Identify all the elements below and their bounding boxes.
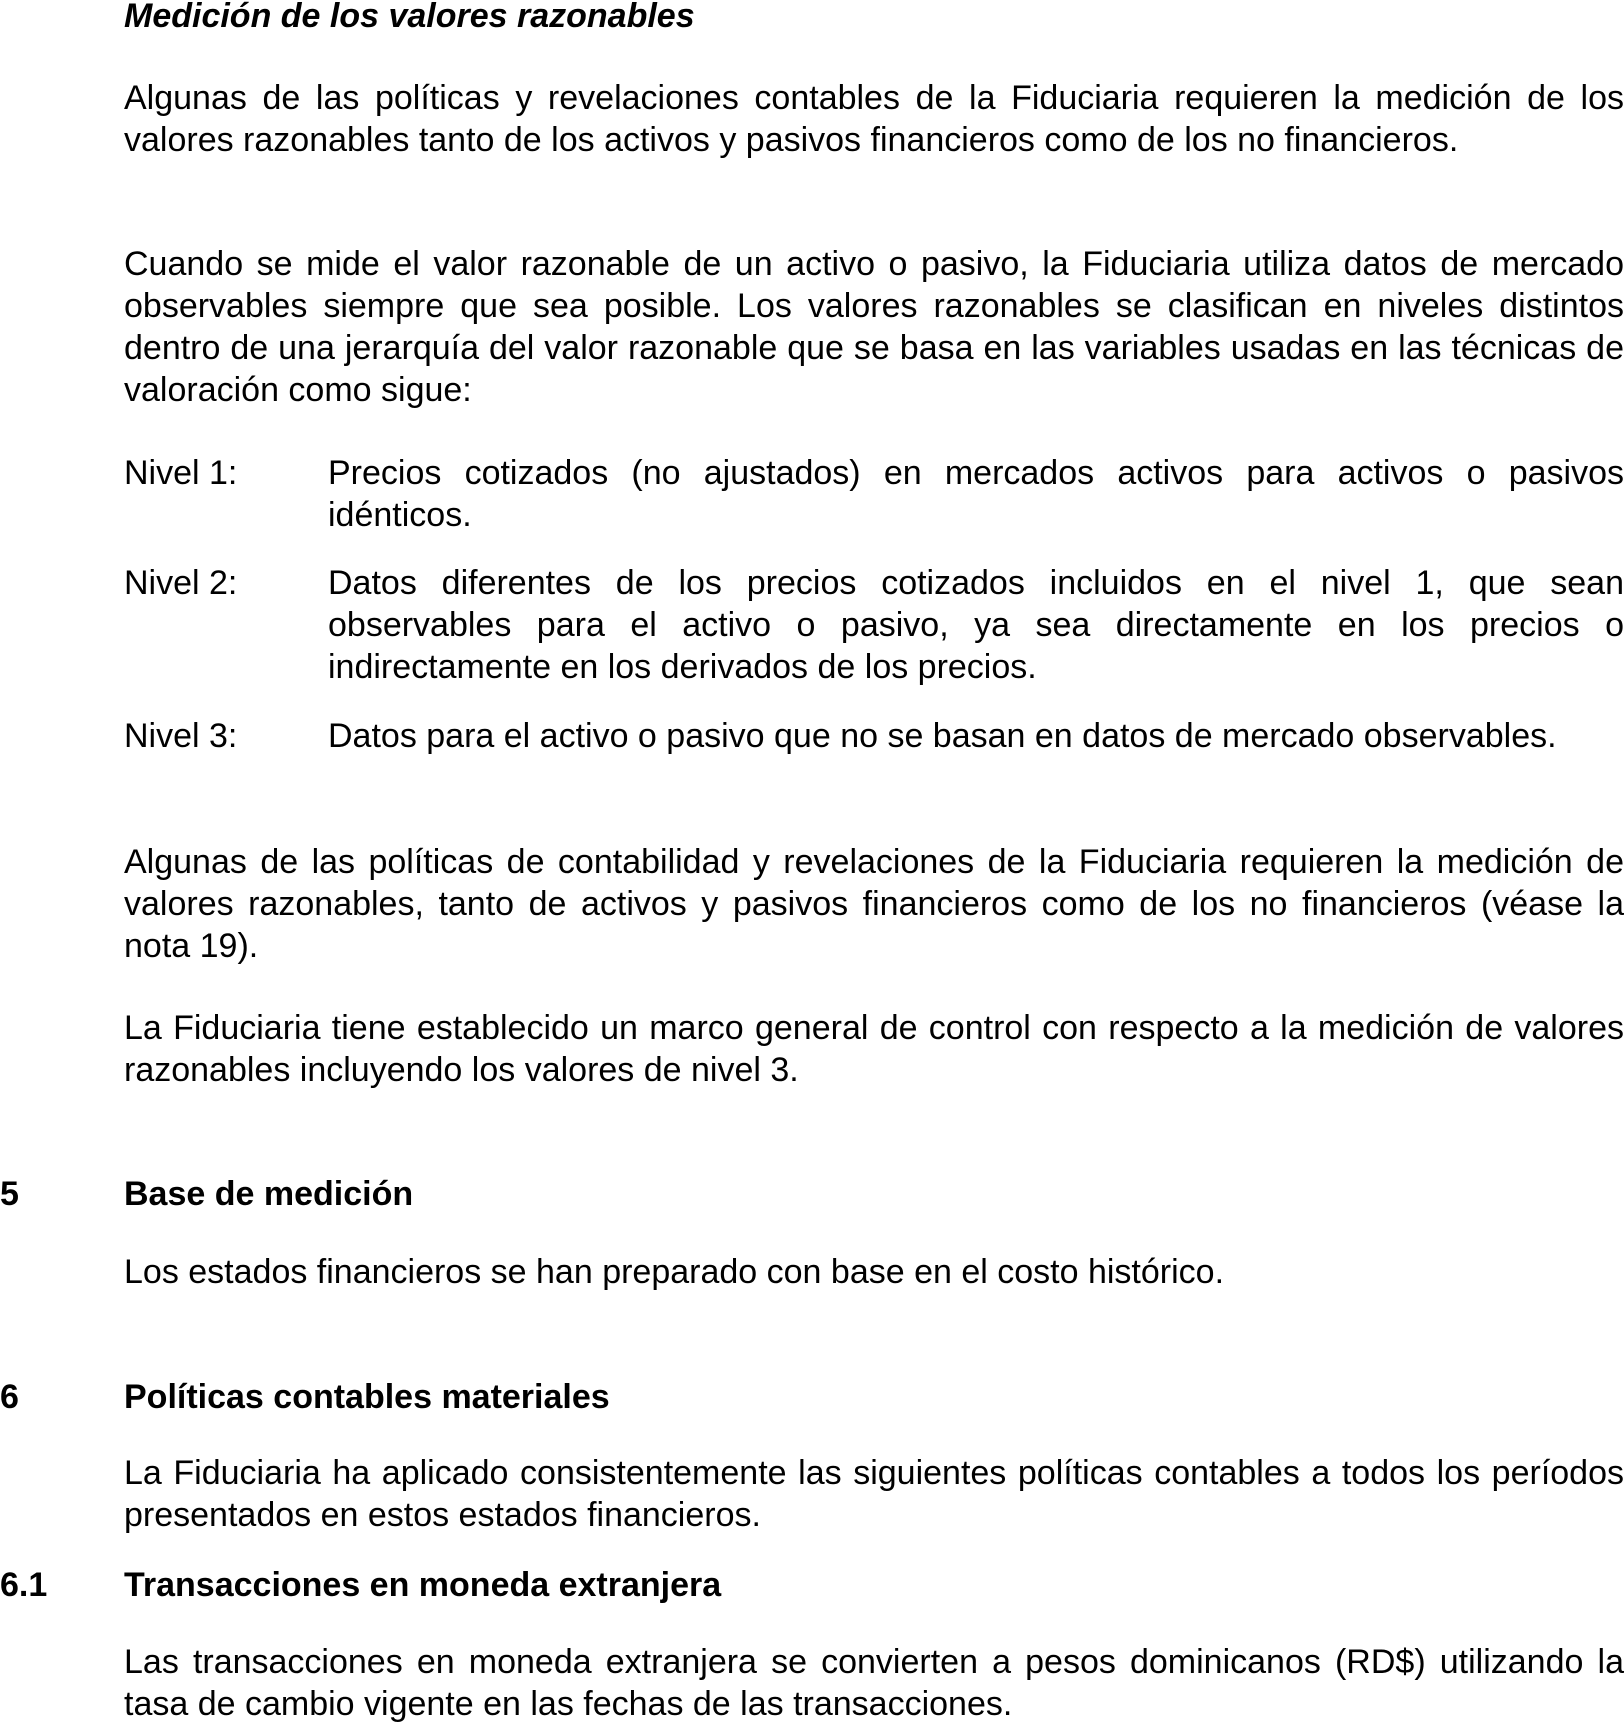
paragraph: Cuando se mide el valor razonable de un activo o pasivo, la Fiduciaria utiliza datos de mercado observables siempre que sea posible. Los valores razonables se clasifican en niveles distintos dentro de una jerarquía del valor razonable que se basa en las variables usadas en las técnicas de valoración como sigue: [124, 245, 1624, 409]
level-label: Nivel 2: [124, 564, 238, 602]
level-description: Datos para el activo o pasivo que no se basan en datos de mercado observables. [328, 717, 1557, 755]
section-title: Políticas contables materiales [124, 1378, 610, 1416]
level-label: Nivel 1: [124, 454, 238, 492]
section-title: Transacciones en moneda extranjera [124, 1566, 722, 1604]
section-body: La Fiduciaria ha aplicado consistentemente las siguientes políticas contables a todos los períodos presentados en estos estados financieros. [124, 1454, 1624, 1534]
section-title: Base de medición [124, 1175, 414, 1213]
section-number: 5 [0, 1175, 19, 1213]
level-description: Precios cotizados (no ajustados) en mercados activos para activos o pasivos idénticos. [328, 454, 1624, 534]
level-label: Nivel 3: [124, 717, 238, 755]
paragraph: Algunas de las políticas y revelaciones contables de la Fiduciaria requieren la medición de los valores razonables tanto de los activos y pasivos financieros como de los no financieros. [124, 79, 1624, 159]
section-number: 6 [0, 1378, 19, 1416]
section-number: 6.1 [0, 1566, 48, 1604]
paragraph: Algunas de las políticas de contabilidad y revelaciones de la Fiduciaria requieren la medición de valores razonables, tanto de activos y pasivos financieros como de los no financieros (véase la nota 19). [124, 843, 1624, 965]
paragraph: La Fiduciaria tiene establecido un marco general de control con respecto a la medición de valores razonables incluyendo los valores de nivel 3. [124, 1009, 1624, 1089]
section-body: Los estados financieros se han preparado con base en el costo histórico. [124, 1253, 1225, 1291]
subheading-fair-value: Medición de los valores razonables [124, 0, 695, 35]
level-description: Datos diferentes de los precios cotizados incluidos en el nivel 1, que sean observables para el activo o pasivo, ya sea directamente en los precios o indirectamente en los derivados de los precios. [328, 564, 1624, 686]
section-body: Las transacciones en moneda extranjera se convierten a pesos dominicanos (RD$) utilizando la tasa de cambio vigente en las fechas de las transacciones. [124, 1643, 1624, 1723]
